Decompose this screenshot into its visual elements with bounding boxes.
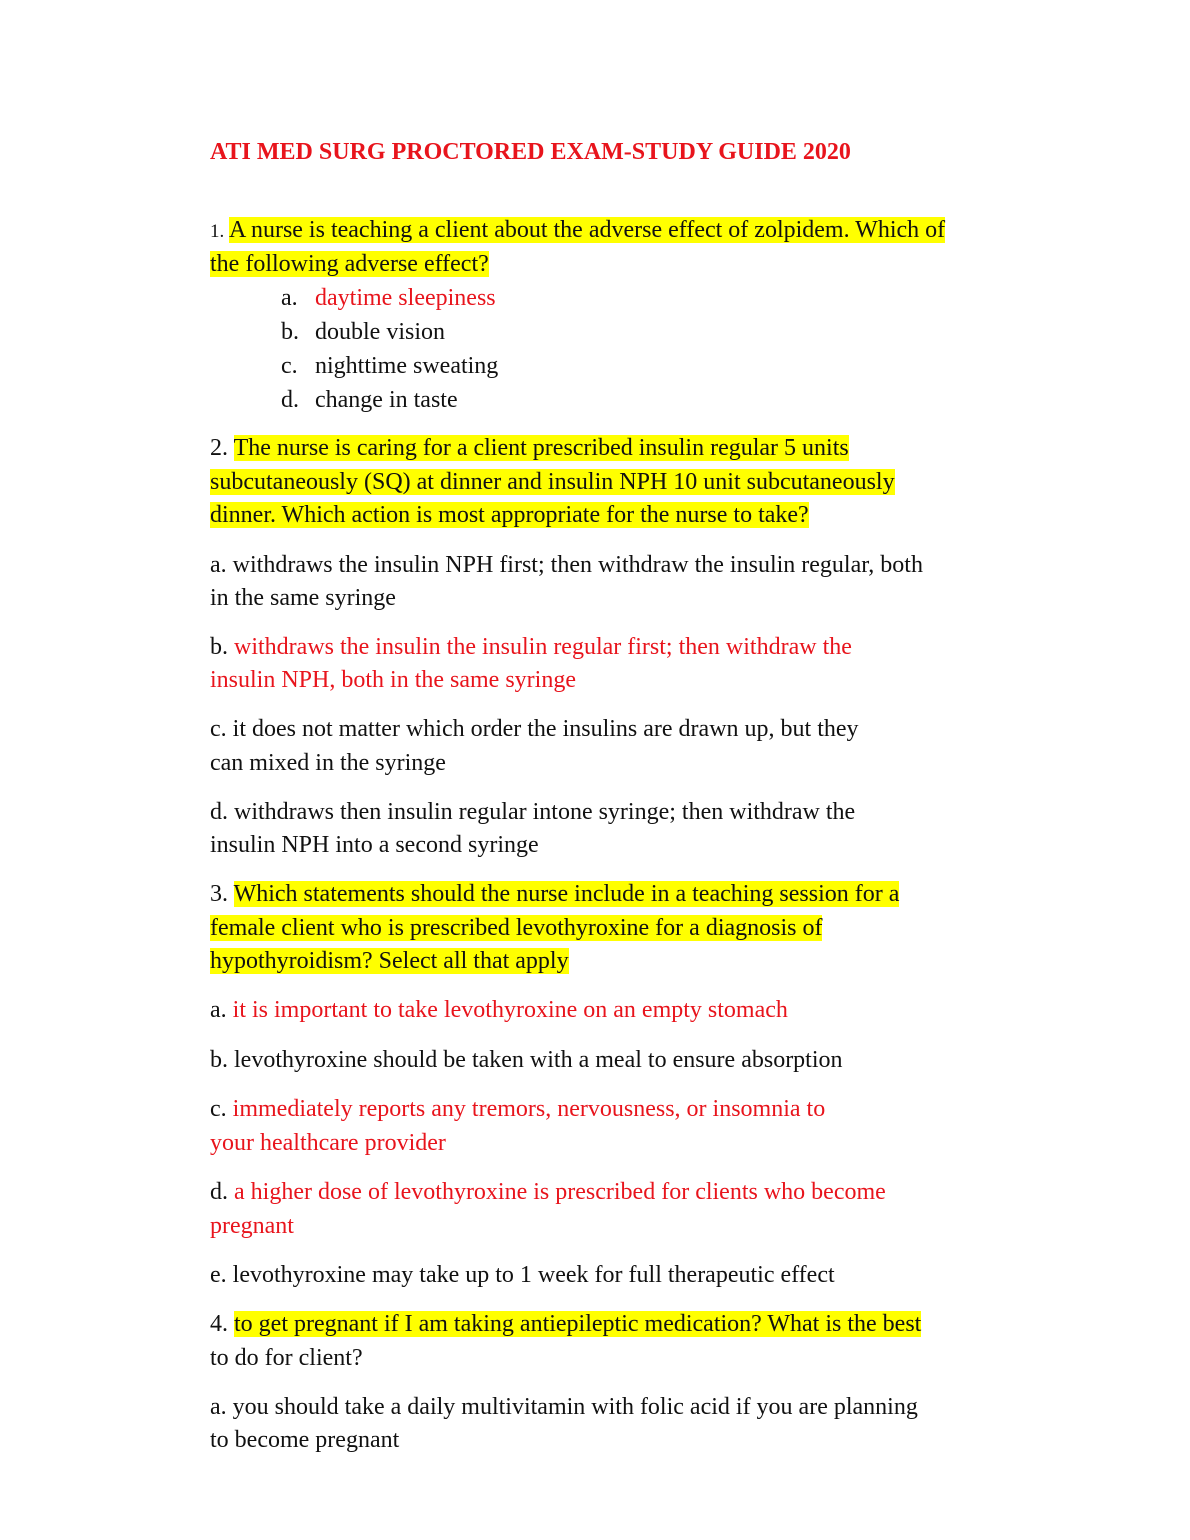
option-letter: d. [210, 799, 228, 825]
option-text: nighttime sweating [315, 353, 499, 379]
q4-option-a [210, 1391, 918, 1425]
question-text: the following adverse effect? [210, 251, 489, 277]
question-number: 1. [210, 221, 225, 242]
option-letter: c. [210, 716, 227, 742]
option-letter: d. [210, 1179, 228, 1205]
option-text-correct: your healthcare provider [210, 1130, 446, 1156]
q3-option-d [210, 1176, 886, 1210]
option-text: change in taste [315, 387, 458, 413]
question-text: to get pregnant if I am taking antiepileptic medication? What is the best [234, 1311, 922, 1337]
question-text: A nurse is teaching a client about the adverse effect of zolpidem. Which of [228, 217, 946, 243]
option-text: levothyroxine may take up to 1 week for full therapeutic effect [232, 1262, 835, 1288]
question-3-line-1 [210, 878, 899, 912]
q2-option-c-line-2 [210, 747, 446, 781]
q3-option-c [210, 1093, 825, 1127]
option-text: in the same syringe [210, 585, 396, 611]
q1-option-c [281, 349, 498, 383]
q3-option-b [210, 1044, 843, 1078]
option-letter: c. [281, 353, 298, 379]
option-letter: d. [281, 387, 299, 413]
option-text: it does not matter which order the insulins are drawn up, but they [232, 716, 859, 742]
q4-option-a-line-2 [210, 1424, 399, 1458]
question-3-line-3 [210, 945, 569, 979]
question-number: 3. [210, 881, 228, 907]
question-text: dinner. Which action is most appropriate for the nurse to take? [210, 502, 809, 528]
q3-option-a [210, 994, 788, 1028]
question-2-line-3 [210, 499, 809, 533]
question-text: The nurse is caring for a client prescribed insulin regular 5 units [233, 435, 849, 461]
option-text: insulin NPH into a second syringe [210, 832, 539, 858]
question-3-line-2 [210, 912, 822, 946]
document-title: ATI MED SURG PROCTORED EXAM-STUDY GUIDE 2020 [210, 139, 851, 165]
option-text-correct: it is important to take levothyroxine on an empty stomach [232, 997, 788, 1023]
question-text: hypothyroidism? Select all that apply [210, 948, 569, 974]
option-text-correct: withdraws the insulin the insulin regular first; then withdraw the [234, 634, 852, 660]
q2-option-d [210, 796, 855, 830]
question-1-line-1 [210, 214, 945, 249]
question-text: female client who is prescribed levothyroxine for a diagnosis of [210, 915, 823, 941]
question-4-line-1 [210, 1308, 921, 1342]
question-2-line-1 [210, 432, 849, 466]
q2-option-d-line-2 [210, 829, 539, 863]
q1-option-a [281, 281, 496, 315]
option-letter: a. [281, 285, 298, 311]
option-text: you should take a daily multivitamin with folic acid if you are planning [232, 1394, 918, 1420]
option-text-correct: immediately reports any tremors, nervousness, or insomnia to [232, 1096, 826, 1122]
option-text-correct: pregnant [210, 1213, 294, 1239]
q2-option-b [210, 631, 852, 665]
q2-option-c [210, 713, 859, 747]
option-letter: e. [210, 1262, 227, 1288]
option-text: withdraws then insulin regular intone syringe; then withdraw the [234, 799, 856, 825]
option-letter: a. [210, 552, 227, 578]
q3-option-c-line-2 [210, 1127, 446, 1161]
option-letter: b. [281, 319, 299, 345]
q2-option-a [210, 549, 923, 583]
option-text: can mixed in the syringe [210, 750, 446, 776]
option-text-correct: insulin NPH, both in the same syringe [210, 667, 576, 693]
question-text: Which statements should the nurse include in a teaching session for a [233, 881, 900, 907]
option-text: withdraws the insulin NPH first; then withdraw the insulin regular, both [232, 552, 923, 578]
q2-option-a-line-2 [210, 582, 396, 616]
q3-option-e [210, 1259, 835, 1293]
question-2-line-2 [210, 466, 895, 500]
q3-option-d-line-2 [210, 1210, 294, 1244]
option-letter: a. [210, 1394, 227, 1420]
option-letter: c. [210, 1096, 227, 1122]
question-1-line-2 [210, 248, 489, 282]
question-number: 2. [210, 435, 228, 461]
q1-option-b [281, 315, 445, 349]
option-text-correct: a higher dose of levothyroxine is prescribed for clients who become [234, 1179, 886, 1205]
option-letter: b. [210, 1047, 228, 1073]
option-text: levothyroxine should be taken with a meal to ensure absorption [234, 1047, 843, 1073]
question-text: to do for client? [210, 1345, 363, 1371]
question-text: subcutaneously (SQ) at dinner and insulin NPH 10 unit subcutaneously [210, 469, 895, 495]
q2-option-b-line-2 [210, 664, 576, 698]
option-text: double vision [315, 319, 445, 345]
question-number: 4. [210, 1311, 228, 1337]
option-letter: b. [210, 634, 228, 660]
option-text: to become pregnant [210, 1427, 400, 1453]
q1-option-d [281, 383, 458, 417]
option-text-correct: daytime sleepiness [315, 285, 496, 311]
option-letter: a. [210, 997, 227, 1023]
question-4-line-2 [210, 1342, 363, 1376]
